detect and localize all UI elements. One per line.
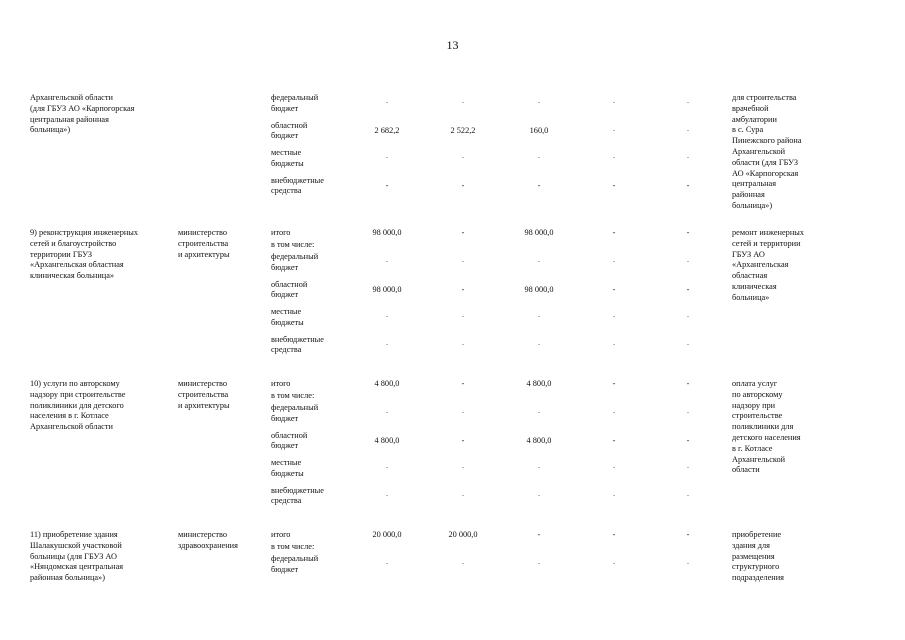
funding-source-label: внебюджетные средства bbox=[271, 334, 324, 355]
measure-name: 9) реконструкция инженерных сетей и благоустройство территории ГБУЗ «Архангельская областная клиническая больница» bbox=[30, 228, 139, 281]
funding-value: - bbox=[537, 180, 541, 190]
funding-value: 98 000,0 bbox=[372, 228, 402, 237]
funding-value: - bbox=[613, 561, 615, 567]
funding-value: - bbox=[686, 379, 690, 388]
funding-value: - bbox=[461, 228, 465, 237]
funding-value: - bbox=[461, 379, 465, 388]
funding-source-label: местные бюджеты bbox=[271, 458, 304, 478]
funding-value: - bbox=[386, 410, 388, 416]
funding-value: - bbox=[461, 284, 465, 294]
funding-value: - bbox=[687, 561, 689, 567]
funding-value: 160,0 bbox=[529, 125, 549, 135]
funding-value: - bbox=[613, 155, 615, 161]
funding-value: - bbox=[686, 435, 690, 445]
page-number: 13 bbox=[446, 38, 459, 52]
funding-value: - bbox=[538, 410, 540, 416]
funding-value: - bbox=[386, 561, 388, 567]
funding-value: - bbox=[613, 492, 615, 499]
funding-source-label: областной бюджет bbox=[271, 279, 308, 300]
funding-value: - bbox=[687, 100, 689, 106]
funding-value: - bbox=[687, 492, 689, 499]
funding-value: - bbox=[686, 228, 690, 237]
funding-value: 4 800,0 bbox=[374, 379, 400, 388]
expected-result: для строительства врачебной амбулатории в с. Сура Пинежского района Архангельской области (для ГБУЗ АО «Карпогорская центральная районная больница») bbox=[732, 93, 802, 210]
funding-value: - bbox=[687, 259, 689, 265]
funding-value: - bbox=[612, 180, 616, 190]
funding-value: - bbox=[462, 259, 464, 265]
funding-value: - bbox=[687, 341, 689, 348]
funding-value: - bbox=[613, 100, 615, 106]
funding-value: 98 000,0 bbox=[524, 284, 554, 294]
funding-value: - bbox=[687, 155, 689, 161]
funding-value: - bbox=[687, 314, 689, 320]
funding-source-label: областной бюджет bbox=[271, 120, 308, 141]
funding-source-label: итого bbox=[271, 228, 291, 237]
funding-source-label: областной бюджет bbox=[271, 430, 308, 451]
funding-value: - bbox=[538, 341, 540, 348]
funding-value: - bbox=[386, 100, 388, 106]
funding-value: - bbox=[538, 100, 540, 106]
funding-value: - bbox=[386, 465, 388, 471]
funding-value: - bbox=[462, 100, 464, 106]
funding-source-label: федеральный бюджет bbox=[271, 93, 319, 113]
funding-value: 4 800,0 bbox=[526, 379, 552, 388]
funding-value: - bbox=[461, 180, 465, 190]
funding-value: - bbox=[613, 314, 615, 320]
responsible-executor: министерство строительства и архитектуры bbox=[178, 379, 230, 410]
funding-value: - bbox=[613, 410, 615, 416]
funding-value: - bbox=[537, 530, 541, 539]
funding-value: - bbox=[612, 530, 616, 539]
expected-result: оплата услуг по авторскому надзору при строительстве поликлиники для детского населения в г. Котласе Архангельской области bbox=[732, 379, 801, 475]
measure-name: 10) услуги по авторскому надзору при строительстве поликлиники для детского населения в г. Котласе Архангельской области bbox=[30, 379, 126, 432]
funding-value: - bbox=[386, 259, 388, 265]
funding-source-label: итого bbox=[271, 530, 291, 539]
funding-value: - bbox=[538, 314, 540, 320]
funding-value: - bbox=[462, 314, 464, 320]
funding-value: - bbox=[538, 155, 540, 161]
funding-source-label: местные бюджеты bbox=[271, 307, 304, 327]
funding-value: - bbox=[612, 284, 616, 294]
funding-source-label: федеральный бюджет bbox=[271, 554, 319, 574]
funding-value: - bbox=[613, 127, 615, 134]
funding-value: - bbox=[462, 492, 464, 499]
funding-source-label: итого bbox=[271, 379, 291, 388]
expected-result: приобретение здания для размещения структурного подразделения bbox=[732, 530, 784, 583]
measure-name: 11) приобретение здания Шалакушской участковой больницы (для ГБУЗ АО «Няндомская центральная районная больница») bbox=[30, 530, 124, 583]
funding-value: - bbox=[386, 492, 388, 499]
funding-value: - bbox=[613, 341, 615, 348]
funding-value: - bbox=[462, 341, 464, 348]
funding-source-label: внебюджетные средства bbox=[271, 175, 324, 196]
funding-value: 4 800,0 bbox=[526, 435, 552, 445]
responsible-executor: министерство строительства и архитектуры bbox=[178, 228, 230, 259]
funding-source-label: в том числе: bbox=[271, 240, 315, 249]
funding-source-label: федеральный бюджет bbox=[271, 252, 319, 272]
funding-value: - bbox=[538, 492, 540, 499]
funding-value: - bbox=[386, 314, 388, 320]
funding-value: 98 000,0 bbox=[524, 228, 554, 237]
funding-value: 2 682,2 bbox=[374, 125, 400, 135]
funding-value: 4 800,0 bbox=[374, 435, 400, 445]
funding-value: - bbox=[462, 410, 464, 416]
funding-source-label: в том числе: bbox=[271, 391, 315, 400]
funding-value: 98 000,0 bbox=[372, 284, 402, 294]
funding-value: 2 522,2 bbox=[450, 125, 476, 135]
funding-value: - bbox=[612, 228, 616, 237]
funding-value: - bbox=[385, 180, 389, 190]
funding-value: - bbox=[538, 561, 540, 567]
funding-value: - bbox=[687, 465, 689, 471]
funding-value: 20 000,0 bbox=[372, 530, 402, 539]
funding-value: - bbox=[386, 155, 388, 161]
funding-value: - bbox=[461, 435, 465, 445]
funding-value: - bbox=[462, 465, 464, 471]
funding-value: - bbox=[687, 410, 689, 416]
funding-value: - bbox=[612, 435, 616, 445]
funding-value: - bbox=[462, 155, 464, 161]
funding-value: - bbox=[612, 379, 616, 388]
funding-value: - bbox=[538, 259, 540, 265]
funding-value: - bbox=[462, 561, 464, 567]
funding-value: - bbox=[687, 127, 689, 134]
funding-value: 20 000,0 bbox=[448, 530, 478, 539]
responsible-executor: министерство здравоохранения bbox=[178, 530, 238, 550]
funding-value: - bbox=[538, 465, 540, 471]
measure-name: Архангельской области (для ГБУЗ АО «Карпогорская центральная районная больница») bbox=[30, 93, 135, 135]
funding-value: - bbox=[686, 284, 690, 294]
funding-source-label: внебюджетные средства bbox=[271, 485, 324, 506]
funding-source-label: федеральный бюджет bbox=[271, 403, 319, 423]
funding-value: - bbox=[613, 259, 615, 265]
funding-source-label: в том числе: bbox=[271, 542, 315, 551]
funding-value: - bbox=[686, 530, 690, 539]
funding-value: - bbox=[386, 341, 388, 348]
funding-source-label: местные бюджеты bbox=[271, 148, 304, 168]
expected-result: ремонт инженерных сетей и территории ГБУЗ АО «Архангельская областная клиническая больница» bbox=[732, 228, 804, 302]
funding-value: - bbox=[686, 180, 690, 190]
funding-value: - bbox=[613, 465, 615, 471]
